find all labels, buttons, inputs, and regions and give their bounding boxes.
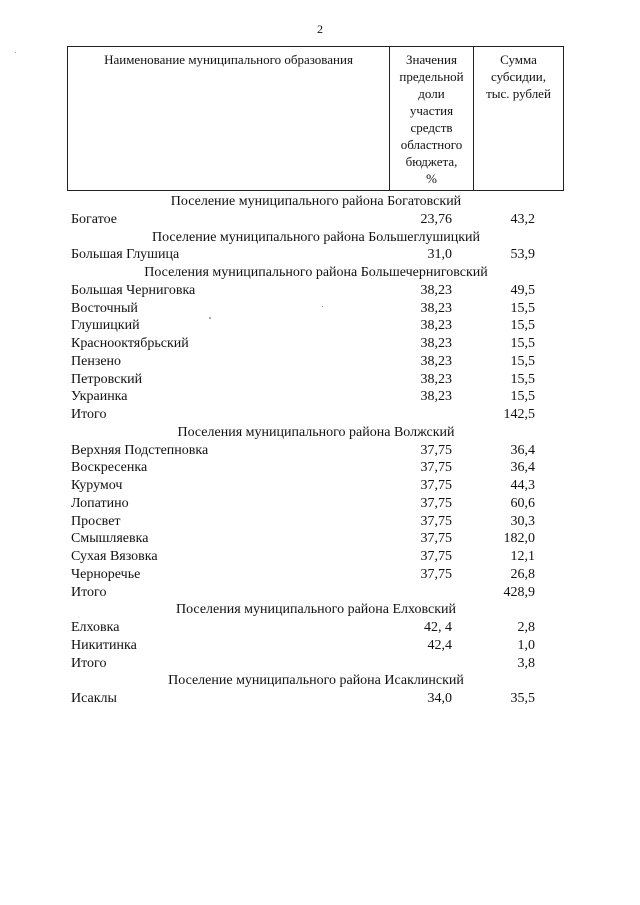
subsidy-sum: 2,8 <box>517 620 535 635</box>
subsidy-sum: 182,0 <box>503 531 535 547</box>
page-number: 2 <box>317 22 323 36</box>
subsidy-sum: 15,5 <box>510 336 535 351</box>
header-sum-line: Сумма <box>500 52 537 67</box>
section-heading-row <box>0 601 640 619</box>
municipality-name: Восточный <box>71 300 138 316</box>
table-row <box>0 406 640 424</box>
share-value: 38,23 <box>420 318 452 334</box>
table-row <box>0 530 640 548</box>
table-row <box>0 388 640 406</box>
municipality-name: Итого <box>71 655 107 671</box>
municipality-name: Итого <box>71 584 107 600</box>
section-title: Поселение муниципального района Большеглушицкий <box>151 229 481 245</box>
subsidy-sum: 428,9 <box>503 584 535 600</box>
municipality-name: Смышляевка <box>71 531 149 547</box>
table-row <box>0 477 640 495</box>
subsidy-sum: 36,4 <box>510 460 535 476</box>
subsidy-sum: 15,5 <box>510 353 535 369</box>
section-heading-row <box>0 672 640 690</box>
share-value: 37,75 <box>420 531 452 547</box>
table-row <box>0 690 640 708</box>
section-heading-row <box>0 229 640 247</box>
municipality-name: Просвет <box>71 513 121 529</box>
share-value: 38,23 <box>420 300 452 316</box>
subsidy-sum: 53,9 <box>510 247 535 263</box>
subsidy-sum: 43,2 <box>510 211 535 227</box>
share-value: 42, 4 <box>424 620 452 635</box>
subsidy-sum: 60,6 <box>510 495 535 511</box>
subsidy-sum: 15,5 <box>510 318 535 334</box>
share-value: 38,23 <box>420 389 452 405</box>
header-sum-line: тыс. рублей <box>486 86 551 101</box>
scan-speck <box>15 52 16 53</box>
table-row <box>0 655 640 673</box>
share-value: 38,23 <box>420 353 452 369</box>
table-row <box>0 584 640 602</box>
table-row <box>0 300 640 318</box>
subsidy-sum: 15,5 <box>510 371 535 387</box>
share-value: 38,23 <box>420 371 452 387</box>
municipality-name: Петровский <box>71 371 143 387</box>
municipality-name: Краснооктябрьский <box>71 336 189 351</box>
share-value: 38,23 <box>420 282 452 298</box>
municipality-name: Верхняя Подстепновка <box>71 442 209 458</box>
section-title: Поселение муниципального района Богатовский <box>170 194 462 209</box>
header-share-line: % <box>426 171 437 186</box>
subsidy-sum: 15,5 <box>510 300 535 316</box>
section-heading-row <box>0 424 640 442</box>
municipality-name: Никитинка <box>71 637 137 653</box>
table-header <box>67 46 564 191</box>
header-sum <box>474 47 563 190</box>
share-value: 23,76 <box>420 211 452 227</box>
subsidy-sum: 30,3 <box>510 513 535 529</box>
header-share <box>390 47 474 190</box>
section-title: Поселения муниципального района Волжский <box>177 424 455 440</box>
share-value: 38,23 <box>420 336 452 351</box>
header-share-line: областного <box>400 137 463 152</box>
table-row <box>0 513 640 531</box>
municipality-name: Украинка <box>71 389 128 405</box>
section-title: Поселения муниципального района Елховский <box>175 602 457 618</box>
share-value: 37,75 <box>420 442 452 458</box>
share-value: 37,75 <box>420 513 452 529</box>
subsidy-sum: 12,1 <box>510 549 535 564</box>
subsidy-sum: 35,5 <box>510 691 535 706</box>
subsidy-sum: 3,8 <box>517 655 535 671</box>
header-share-line: средств <box>410 120 453 135</box>
table-row <box>0 548 640 566</box>
header-name: Наименование муниципального образования <box>68 47 390 190</box>
municipality-name: Курумоч <box>71 478 123 493</box>
municipality-name: Лопатино <box>71 495 129 511</box>
section-title: Поселения муниципального района Большечерниговский <box>144 265 488 280</box>
share-value: 34,0 <box>427 691 452 706</box>
table-row <box>0 495 640 513</box>
table-row <box>0 353 640 371</box>
share-value: 37,75 <box>420 460 452 476</box>
table-row <box>0 459 640 477</box>
header-share-line: участия <box>409 103 454 118</box>
header-share-line: Значения <box>406 52 457 67</box>
table-row <box>0 637 640 655</box>
subsidy-sum: 26,8 <box>510 566 535 582</box>
share-value: 37,75 <box>420 566 452 582</box>
table-row <box>0 282 640 300</box>
share-value: 42,4 <box>427 637 452 653</box>
share-value: 37,75 <box>420 495 452 511</box>
table-row <box>0 442 640 460</box>
table-row <box>0 317 640 335</box>
subsidy-sum: 1,0 <box>517 637 535 653</box>
table-body <box>0 193 640 708</box>
municipality-name: Глушицкий <box>71 318 140 334</box>
share-value: 37,75 <box>420 478 452 493</box>
municipality-name: Исаклы <box>71 691 117 706</box>
municipality-name: Большая Черниговка <box>71 282 196 298</box>
municipality-name: Большая Глушица <box>71 247 180 263</box>
header-share-line: предельной <box>399 69 464 84</box>
header-share-line: бюджета, <box>405 154 458 169</box>
section-heading-row <box>0 264 640 282</box>
municipality-name: Пензено <box>71 353 122 369</box>
scan-speck <box>209 317 211 319</box>
subsidy-sum: 44,3 <box>510 478 535 493</box>
subsidy-sum: 15,5 <box>510 389 535 405</box>
table-row <box>0 335 640 353</box>
section-heading-row <box>0 193 640 211</box>
header-share-line: доли <box>418 86 445 101</box>
table-row <box>0 619 640 637</box>
subsidy-sum: 36,4 <box>510 442 535 458</box>
subsidy-sum: 142,5 <box>503 407 535 422</box>
subsidy-sum: 49,5 <box>510 282 535 298</box>
header-sum-line: субсидии, <box>490 69 547 84</box>
municipality-name: Черноречье <box>71 566 141 582</box>
share-value: 37,75 <box>420 549 452 564</box>
municipality-name: Елховка <box>71 620 120 635</box>
table-row <box>0 246 640 264</box>
table-row <box>0 211 640 229</box>
scan-speck <box>322 306 323 307</box>
table-row <box>0 566 640 584</box>
table-row <box>0 371 640 389</box>
share-value: 31,0 <box>427 247 452 263</box>
municipality-name: Итого <box>71 407 107 422</box>
municipality-name: Воскресенка <box>71 460 148 476</box>
municipality-name: Богатое <box>71 211 117 227</box>
municipality-name: Сухая Вязовка <box>71 549 158 564</box>
section-title: Поселение муниципального района Исаклинский <box>168 673 464 689</box>
